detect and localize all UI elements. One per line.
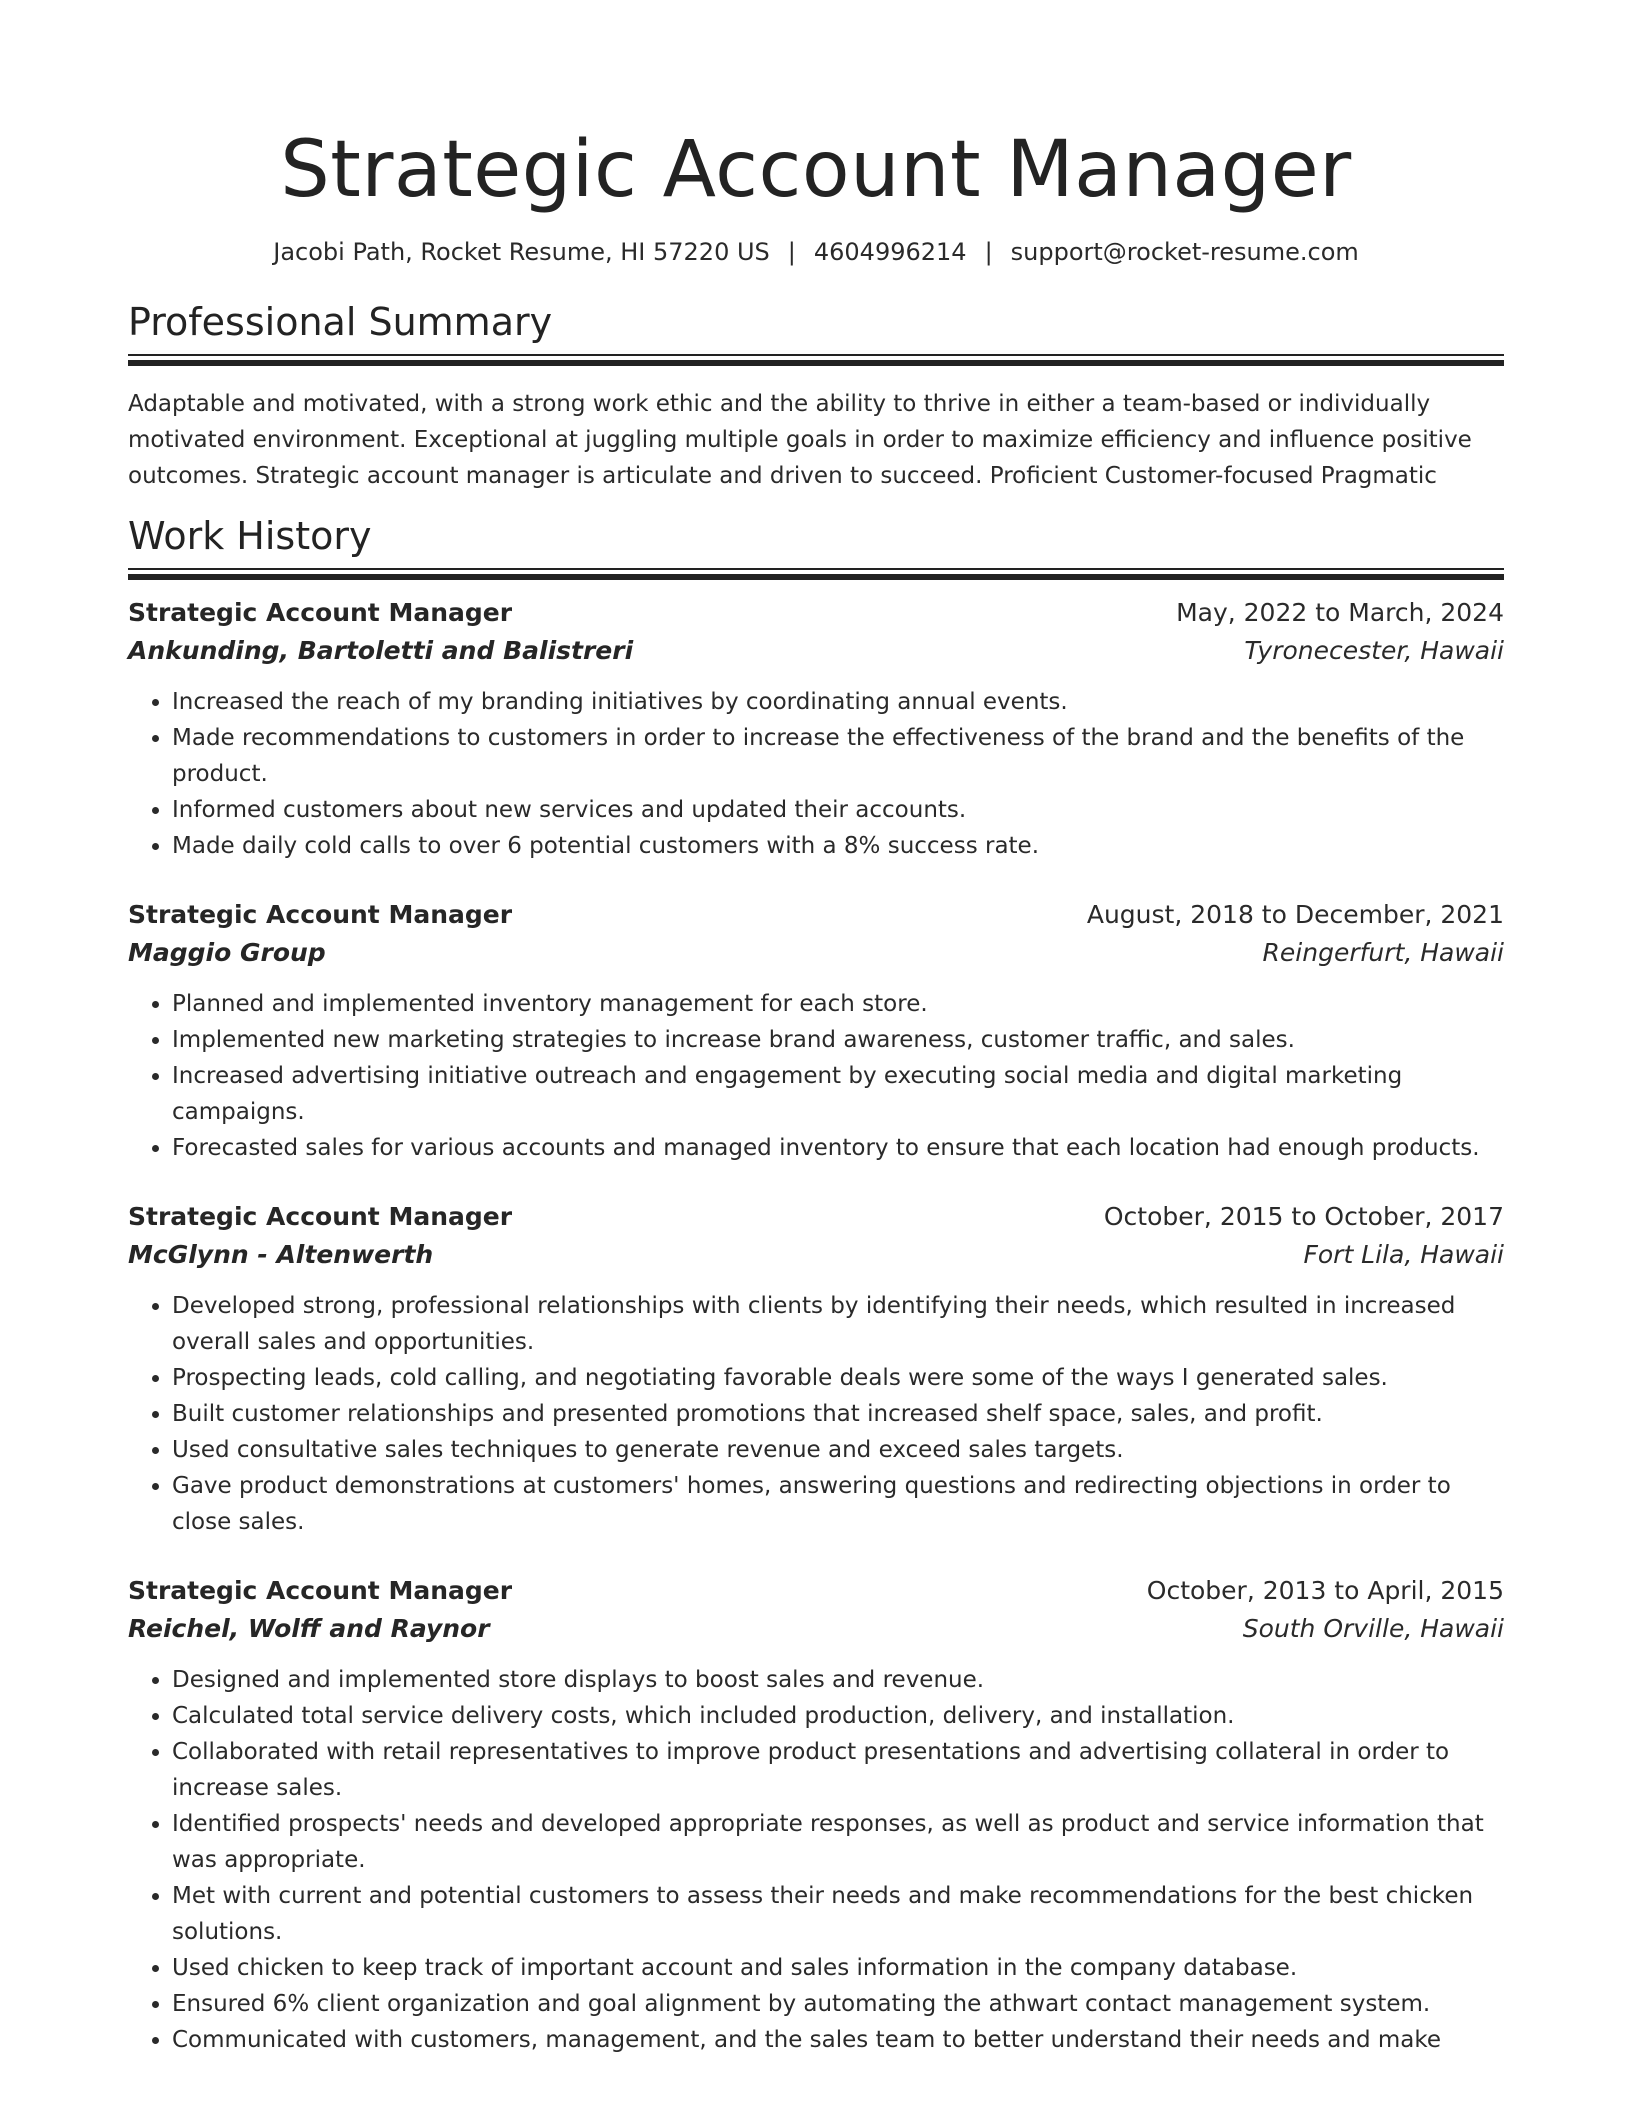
contact-email: support@rocket-resume.com (1010, 238, 1359, 266)
job-bullet: • Used consultative sales techniques to generate revenue and exceed sales targets. (172, 1432, 1504, 1468)
job-bullet-list (128, 1288, 1504, 1540)
job-bullet: • Implemented new marketing strategies to increase brand awareness, customer traffic, and sales. (172, 1022, 1504, 1058)
job-company-row (128, 632, 1504, 670)
job-list (128, 594, 1504, 2058)
job-bullet: • Designed and implemented store displays to boost sales and revenue. (172, 1662, 1504, 1698)
job-company: Reichel, Wolff and Raynor (128, 1614, 490, 1643)
job-dates: October, 2015 to October, 2017 (1103, 1202, 1504, 1231)
job-bullet: • Forecasted sales for various accounts and managed inventory to ensure that each location had enough products. (172, 1130, 1504, 1166)
job-bullet: • Ensured 6% client organization and goal alignment by automating the athwart contact management system. (172, 1986, 1504, 2022)
job-bullet: • Planned and implemented inventory management for each store. (172, 986, 1504, 1022)
job-location: Reingerfurt, Hawaii (1262, 938, 1504, 967)
section-heading-work-history: Work History (128, 514, 372, 558)
job-bullet-list (128, 1662, 1504, 2058)
job-bullet: • Collaborated with retail representatives to improve product presentations and advertising collateral in order to increase sales. (172, 1734, 1504, 1806)
contact-address: Jacobi Path, Rocket Resume, HI 57220 US (273, 238, 770, 266)
job-entry (128, 594, 1504, 864)
job-title: Strategic Account Manager (128, 1202, 513, 1231)
job-bullet: • Made daily cold calls to over 6 potential customers with a 8% success rate. (172, 828, 1504, 864)
job-bullet: • Developed strong, professional relationships with clients by identifying their needs, which resulted in increased overall sales and opportunities. (172, 1288, 1504, 1360)
job-company-row (128, 934, 1504, 972)
job-bullet: • Met with current and potential customers to assess their needs and make recommendations for the best chicken solutions. (172, 1878, 1504, 1950)
job-dates: May, 2022 to March, 2024 (1176, 598, 1504, 627)
job-bullet: • Informed customers about new services and updated their accounts. (172, 792, 1504, 828)
job-bullet: • Identified prospects' needs and developed appropriate responses, as well as product and service information that was appropriate. (172, 1806, 1504, 1878)
section-divider (128, 354, 1504, 366)
summary-text: Adaptable and motivated, with a strong work ethic and the ability to thrive in either a team-based or individually motivated environment. Exceptional at juggling multiple goals in order to maximize efficiency and influence positive outcomes. Strategic account manager is articulate and driven to succeed. Proficient Customer-focused Pragmatic (128, 391, 1472, 489)
job-header-row (128, 1198, 1504, 1236)
job-bullet: • Prospecting leads, cold calling, and negotiating favorable deals were some of the ways I generated sales. (172, 1360, 1504, 1396)
work-history-section (128, 512, 1504, 2058)
job-title: Strategic Account Manager (128, 1576, 513, 1605)
job-bullet: • Built customer relationships and presented promotions that increased shelf space, sales, and profit. (172, 1396, 1504, 1432)
job-bullet: • Communicated with customers, management, and the sales team to better understand their needs and make (172, 2022, 1504, 2058)
contact-phone: 4604996214 (813, 238, 967, 266)
job-title: Strategic Account Manager (128, 598, 513, 627)
job-title: Strategic Account Manager (128, 900, 513, 929)
summary-section (128, 298, 1504, 494)
section-heading-summary: Professional Summary (128, 300, 553, 344)
contact-separator: | (787, 238, 796, 266)
job-location: Tyronecester, Hawaii (1244, 636, 1504, 665)
job-entry (128, 896, 1504, 1166)
job-company: Ankunding, Bartoletti and Balistreri (128, 636, 634, 665)
job-header-row (128, 594, 1504, 632)
job-bullet: • Increased the reach of my branding initiatives by coordinating annual events. (172, 684, 1504, 720)
job-bullet: • Used chicken to keep track of important account and sales information in the company database. (172, 1950, 1504, 1986)
job-location: Fort Lila, Hawaii (1303, 1240, 1504, 1269)
job-bullet-list (128, 684, 1504, 864)
job-bullet: • Made recommendations to customers in order to increase the effectiveness of the brand and the benefits of the product. (172, 720, 1504, 792)
job-bullet: • Increased advertising initiative outreach and engagement by executing social media and digital marketing campaigns. (172, 1058, 1504, 1130)
page-title: Strategic Account Manager (280, 125, 1352, 215)
job-company: Maggio Group (128, 938, 326, 967)
job-bullet: • Calculated total service delivery costs, which included production, delivery, and installation. (172, 1698, 1504, 1734)
job-entry (128, 1572, 1504, 2058)
job-header-row (128, 1572, 1504, 1610)
resume-page (128, 0, 1504, 2058)
job-company-row (128, 1610, 1504, 1648)
job-bullet: • Gave product demonstrations at customers' homes, answering questions and redirecting objections in order to close sales. (172, 1468, 1504, 1540)
contact-line (128, 236, 1504, 268)
job-dates: October, 2013 to April, 2015 (1146, 1576, 1504, 1605)
job-entry (128, 1198, 1504, 1540)
section-divider (128, 568, 1504, 580)
contact-separator: | (984, 238, 993, 266)
job-dates: August, 2018 to December, 2021 (1086, 900, 1504, 929)
job-header-row (128, 896, 1504, 934)
job-company: McGlynn - Altenwerth (128, 1240, 434, 1269)
job-company-row (128, 1236, 1504, 1274)
job-bullet-list (128, 986, 1504, 1166)
job-location: South Orville, Hawaii (1242, 1614, 1504, 1643)
